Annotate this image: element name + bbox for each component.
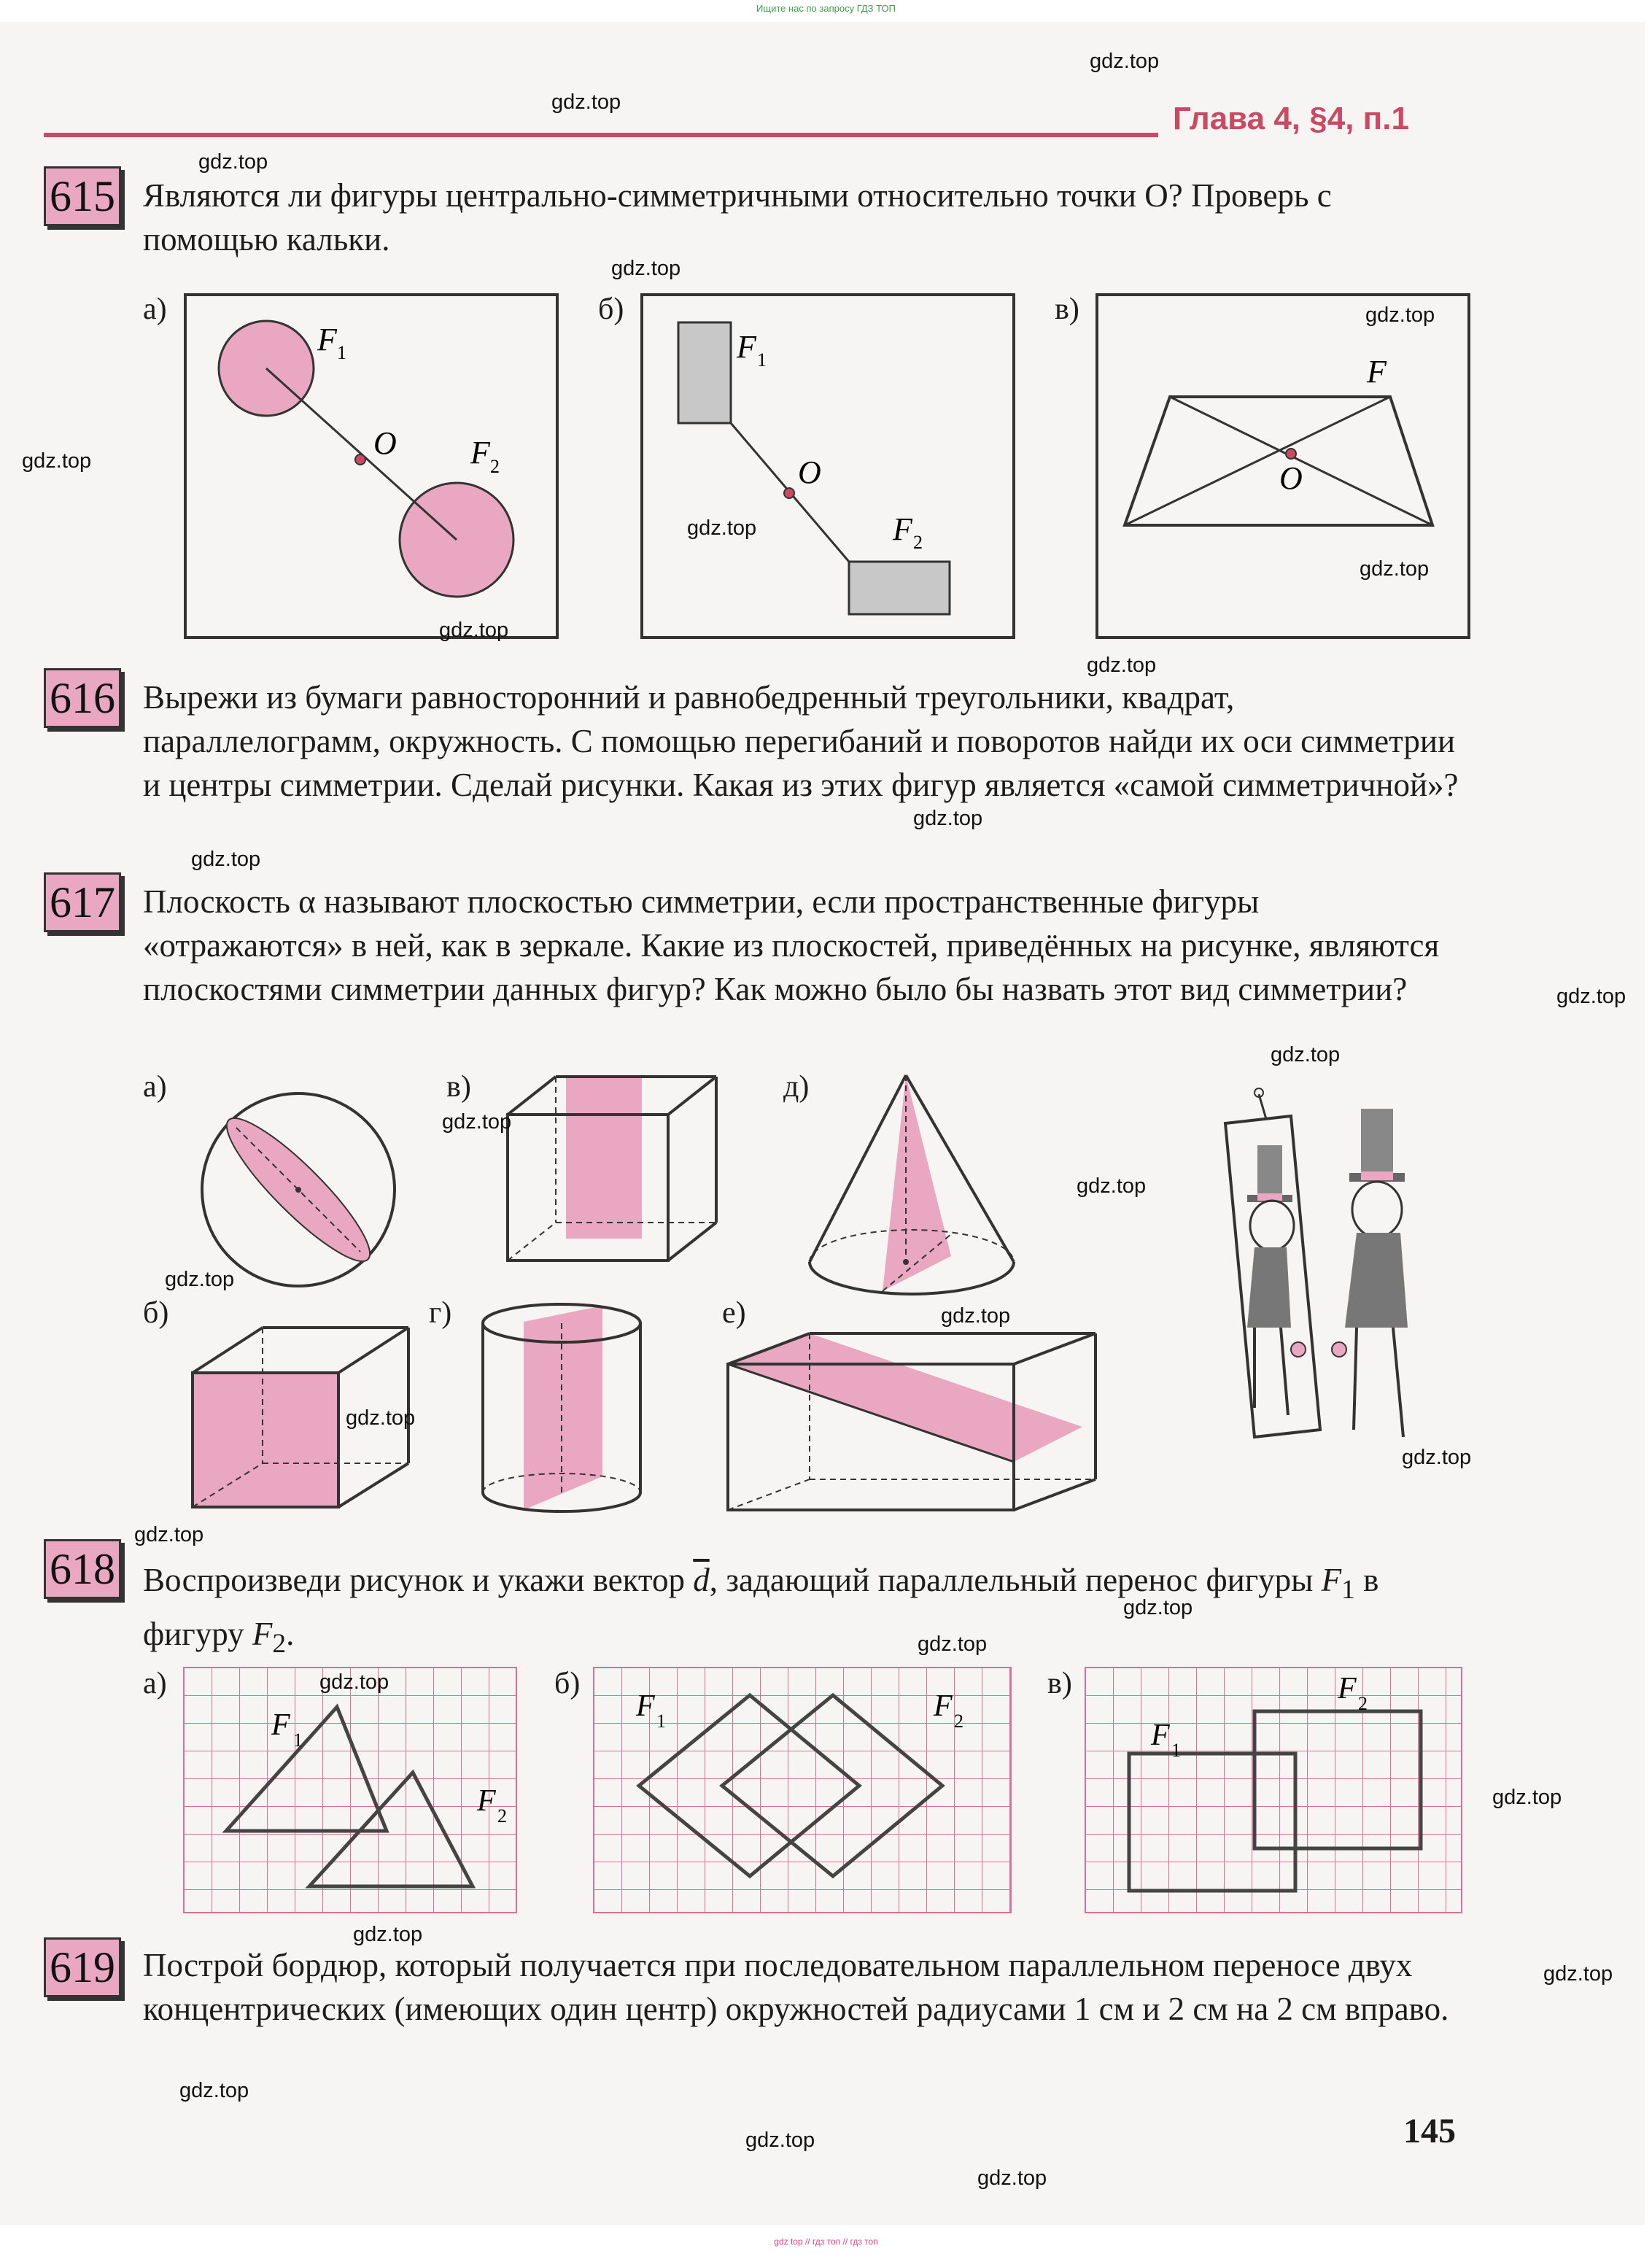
task-615-text: Являются ли фигуры центрально-симметричными относительно точки O? Проверь с помощью кальки. xyxy=(143,177,1332,257)
watermark: gdz.top xyxy=(1360,557,1430,581)
watermark: gdz.top xyxy=(687,516,757,540)
f2-sub: 2 xyxy=(913,532,923,553)
watermark: gdz.top xyxy=(977,2166,1047,2190)
figure-617a-sphere xyxy=(193,1084,411,1296)
label-g: г) xyxy=(429,1296,452,1330)
watermark: gdz.top xyxy=(353,1923,423,1946)
figure-618v-grid xyxy=(1082,1665,1465,1916)
mirror-rabbits-illustration xyxy=(1211,1087,1451,1444)
label-e: е) xyxy=(722,1296,746,1330)
watermark: gdz.top xyxy=(22,449,92,473)
f1-label: F xyxy=(1151,1719,1170,1752)
f2-label: F xyxy=(1338,1672,1357,1705)
watermark: gdz.top xyxy=(179,2079,249,2102)
watermark: gdz.top xyxy=(134,1523,204,1546)
f1-label: F xyxy=(636,1689,655,1723)
f2-sub: 2 xyxy=(1358,1693,1368,1714)
f2-label: F xyxy=(477,1784,496,1818)
watermark: gdz.top xyxy=(165,1268,235,1291)
watermark: gdz.top xyxy=(439,619,509,642)
top-hint: Ищите нас по запросу ГДЗ ТОП xyxy=(756,3,896,14)
f1-sub: 1 xyxy=(337,342,346,363)
watermark: gdz.top xyxy=(1087,654,1157,677)
figure-617d-cone xyxy=(802,1069,1021,1310)
f2-sub: 2 xyxy=(497,1805,507,1827)
f2-sub: 2 xyxy=(954,1711,963,1732)
o-label: O xyxy=(798,454,821,490)
watermark: gdz.top xyxy=(1123,1596,1193,1619)
watermark: gdz.top xyxy=(551,90,621,114)
label-a: а) xyxy=(143,1070,167,1104)
watermark: gdz.top xyxy=(198,150,268,174)
f1-label: F xyxy=(317,322,337,357)
watermark: gdz.top xyxy=(1492,1786,1562,1809)
figure-615a xyxy=(182,292,562,642)
watermark: gdz.top xyxy=(918,1633,988,1656)
f1-sub: 1 xyxy=(656,1711,666,1732)
bottom-hint: gdz top // гдз топ // гдз топ xyxy=(774,2236,878,2247)
f2-label: F xyxy=(470,435,490,470)
f2-sub: 2 xyxy=(490,456,500,477)
label-b: б) xyxy=(143,1296,169,1330)
f1-sub: 1 xyxy=(293,1730,303,1751)
figure-617v-cube xyxy=(500,1069,726,1274)
task-number-618: 618 xyxy=(44,1539,121,1599)
watermark: gdz.top xyxy=(611,257,681,280)
figure-615v xyxy=(1094,292,1473,642)
task-number-617: 617 xyxy=(44,872,121,932)
task-618-part2: , задающий параллельный перенос фигуры xyxy=(709,1562,1314,1598)
watermark: gdz.top xyxy=(1271,1043,1341,1066)
watermark: gdz.top xyxy=(1077,1174,1147,1198)
watermark: gdz.top xyxy=(191,848,261,871)
label-b: б) xyxy=(598,293,624,326)
f2-label: F xyxy=(893,511,912,547)
f2-label: F xyxy=(934,1689,953,1723)
page-number: 145 xyxy=(1403,2112,1456,2150)
f2-name: F xyxy=(252,1616,273,1652)
watermark: gdz.top xyxy=(1365,303,1435,327)
watermark: gdz.top xyxy=(745,2129,815,2152)
watermark: gdz.top xyxy=(1543,1962,1613,1986)
label-v: в) xyxy=(446,1070,471,1104)
task-number-616: 616 xyxy=(44,668,121,728)
label-v: в) xyxy=(1047,1667,1072,1700)
task-618-part3: в фигуру xyxy=(143,1562,1379,1652)
task-619-text: Построй бордюр, который получается при последовательном параллельном переносе двух концентрических (имеющих один центр) окружностей радиусами 1 см и 2 см на 2 см вправо. xyxy=(143,1947,1449,2027)
label-d: д) xyxy=(783,1070,810,1104)
f1-sub: 1 xyxy=(757,349,767,371)
figure-617g-cylinder xyxy=(474,1301,649,1520)
vector-d: $\overline{d}$ xyxy=(693,1562,710,1598)
f1-sub: 1 xyxy=(1171,1740,1181,1761)
figure-617e-box xyxy=(722,1328,1116,1517)
task-618-part1: Воспроизведи рисунок и укажи вектор xyxy=(143,1562,686,1598)
watermark: gdz.top xyxy=(1090,50,1160,73)
task-616-text: Вырежи из бумаги равносторонний и равнобедренный треугольники, квадрат, параллелограмм, окружность. С помощью перегибаний и поворотов найди их оси симметрии и центры симметрии. Сделай рисунки. Какая из этих фигур является «самой симметричной»? xyxy=(143,679,1459,803)
f1-label: F xyxy=(737,329,756,365)
f1-name: F xyxy=(1321,1562,1342,1598)
task-618-text: Воспроизведи рисунок и укажи вектор $\overline{d}$, задающий параллельный перенос фигуры $F_1$ в фигуру $F_2$. xyxy=(143,1562,1379,1659)
task-number-615: 615 xyxy=(44,166,121,226)
o-label: O xyxy=(1279,460,1303,496)
label-a: а) xyxy=(143,293,167,326)
figure-615b xyxy=(639,292,1018,642)
f1-label: F xyxy=(271,1708,290,1742)
label-v: в) xyxy=(1055,293,1079,326)
watermark: gdz.top xyxy=(346,1406,416,1430)
watermark: gdz.top xyxy=(913,807,983,830)
f1-index: 1 xyxy=(1341,1575,1355,1605)
f2-index: 2 xyxy=(272,1629,287,1659)
f-label: F xyxy=(1367,354,1387,390)
header-rule xyxy=(44,133,1158,137)
label-b: б) xyxy=(554,1667,581,1700)
chapter-header: Глава 4, §4, п.1 xyxy=(1173,101,1409,136)
figure-618a-grid xyxy=(181,1665,519,1916)
label-a: а) xyxy=(143,1667,167,1700)
watermark: gdz.top xyxy=(1556,985,1626,1008)
task-617-text: Плоскость α называют плоскостью симметрии, если пространственные фигуры «отражаются» в ней, как в зеркале. Какие из плоскостей, приведённых на рисунке, являются плоскостями симметрии данных фигур? Как можно было бы назвать этот вид симметрии? xyxy=(143,883,1440,1007)
watermark: gdz.top xyxy=(941,1304,1011,1328)
watermark: gdz.top xyxy=(1402,1446,1472,1469)
watermark: gdz.top xyxy=(319,1670,389,1694)
watermark: gdz.top xyxy=(442,1110,512,1134)
task-number-619: 619 xyxy=(44,1937,121,1997)
figure-618b-grid xyxy=(591,1665,1014,1916)
o-label: O xyxy=(373,425,397,461)
